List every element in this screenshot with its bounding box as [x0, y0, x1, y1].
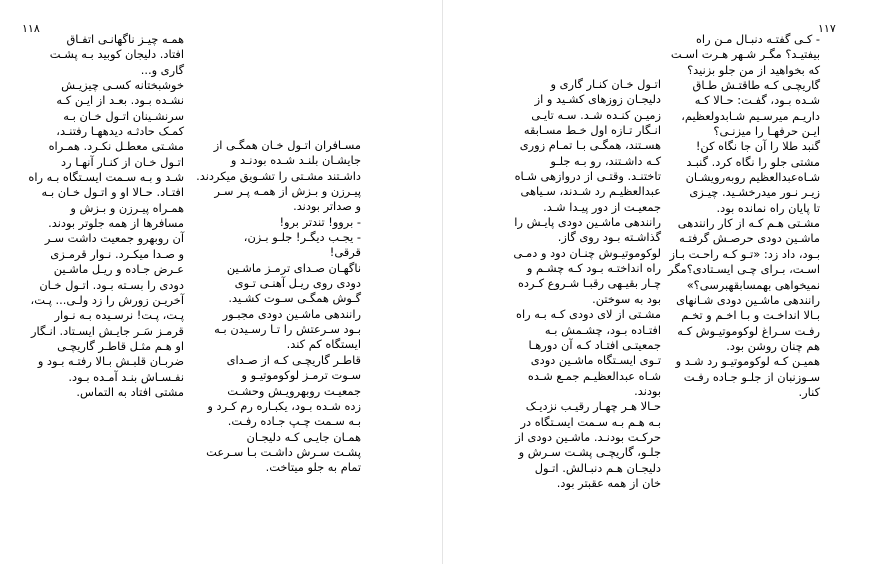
text-line: مشـتی هـم کـه از کار رانندهی	[677, 216, 820, 231]
text-line: عبدالعظیـم رد شـدند، سـیاهی	[520, 184, 661, 199]
text-line: ضربـان قلبـش بـالا رفتـه بـود و	[37, 354, 184, 369]
text-line: داریـم میرسـیم شـابدولعظیم،	[681, 108, 820, 123]
text-line: هم چنان روشن بود.	[726, 338, 820, 353]
text-line: زمیـن کنـده شـد. سـه تایـی	[531, 107, 661, 122]
text-line: ایستگاه کم کند.	[286, 337, 361, 352]
page-gutter	[442, 0, 443, 564]
text-line: جایشـان بلنـد شـده بودنـد و	[230, 153, 361, 168]
text-line: قرقی!	[329, 245, 361, 260]
text-line: همـان جایـی کـه دلیجـان	[246, 429, 361, 444]
text-line: کمـک حادثـه دیدههـا رفتنـد،	[56, 124, 184, 139]
text-line: عـرض جـاده و ریـل ماشـین	[53, 262, 184, 277]
text-line: دلیجـان هـم دنبـالش. اتـول	[534, 460, 661, 475]
text-line: مسـافران اتـول خـان همگـی از	[213, 138, 361, 152]
text-line: ماشـین دودی حرصـش گرفتـه	[679, 231, 820, 246]
text-line: بـود سـرعتش را تـا رسـیدن بـه	[214, 322, 361, 337]
text-line: اسـت، بـرای چـی ایسـتادی؟مگر	[668, 262, 820, 277]
text-line: زیـر نـور میدرخشـید. چیـزی	[689, 185, 820, 200]
text-line: اتـول خـان کنـار گاری و	[550, 77, 661, 91]
text-line: ایـن حرفهـا را میزنـی؟	[713, 124, 820, 139]
text-line: بـود، داد زد: «تـو کـه راحـت بـاز	[669, 246, 820, 261]
text-line: بـالا انداخـت و بـا اخـم و تخـم	[681, 308, 820, 323]
text-line: رانندهی ماشـین دودی پایـش را	[514, 215, 661, 230]
text-line: گاریچـی کـه طاقتـش طـاق	[692, 78, 820, 93]
text-line: لوکوموتیـوش چنـان دود و دمـی	[513, 245, 661, 260]
text-line: دودی را بسـته بـود. اتـول خـان	[39, 277, 184, 292]
text-line: - بروو! تندتر برو!	[279, 214, 361, 229]
text-line: پشـت سـرش داشـت بـا سـرعت	[206, 444, 361, 459]
right-page-column-1	[513, 77, 661, 491]
text-line: مشـتی از لای دودی کـه بـه راه	[515, 307, 661, 322]
text-line: خوشبختانه کسـی چیزیـش	[61, 78, 184, 93]
text-line: شـاه‌عبدالعظیم روبه‌رویشـان	[685, 170, 820, 185]
text-line: بـه سـمت چـپ جـاده رفـت.	[227, 414, 361, 429]
text-line: نشـده بـود. بعـد از ایـن کـه	[56, 93, 184, 108]
text-line: شـده بـود، گفـت: حـالا کـه	[694, 93, 820, 108]
text-line: گـوش همگـی سـوت کشـید.	[228, 291, 361, 306]
text-line: گذاشـته بـود روی گاز.	[557, 230, 661, 245]
text-line: جمعیـت روبهرویـش وحشـت	[227, 383, 361, 398]
text-line: جمعیتـی افتـاد کـه آن دورهـا	[528, 337, 661, 352]
text-line: و صداتر بودند.	[293, 199, 361, 214]
text-line: - کـی گفتـه دنبـال مـن راه	[695, 32, 820, 46]
left-page-column-2	[196, 138, 361, 476]
text-line: او هـم مثـل قاطـر گاریچـی	[57, 338, 184, 353]
text-line: افتاد. دلیجان کوبید بـه پشـت	[49, 47, 184, 62]
text-line: پـت، پـت! نرسـیده بـه نـوار	[54, 308, 184, 323]
text-line: کنار.	[798, 384, 820, 399]
text-line: انـگار تـازه اول خـط مسـابقه	[523, 123, 661, 138]
text-line: راه انداختـه بـود کـه چشـم و	[526, 261, 661, 276]
text-line: مشتی جلو را نگاه کرد. گنبـد	[686, 154, 820, 169]
text-line: دلیجـان زوزهای کشـید و از	[534, 92, 661, 107]
text-line: گاری و...	[140, 62, 184, 77]
text-line: گنبد طلا را آن جا نگاه کن!	[695, 139, 820, 154]
text-line: ناگهـان صـدای ترمـز ماشـین	[226, 260, 361, 275]
text-line: شـد و بـه سـمت ایسـتگاه بـه راه	[28, 170, 184, 185]
text-line: افتـاده بـود، چشـمش بـه	[544, 322, 661, 337]
page-number-right: ۱۱۷	[818, 22, 836, 35]
text-line: زده شـده بـود، یکبـاره رم کـرد و	[207, 398, 361, 413]
text-line: جلـو، گاریچـی پشـت سـرش و	[518, 445, 661, 460]
text-line: مشـتی معطـل نکـرد. همـراه	[48, 139, 184, 154]
text-line: همـراه پیـرزن و بـزش و	[70, 200, 184, 215]
text-line: حرکـت بودنـد. ماشـین دودی از	[515, 429, 661, 444]
text-line: جمعیـت از دور پیـدا شـد.	[543, 199, 661, 214]
text-line: تا پایان راه نمانده بود.	[716, 200, 820, 215]
text-line: دودی روی ریـل آهنـی تـوی	[234, 276, 361, 291]
text-line: داشـتند مشـتی را تشـویق میکردند.	[196, 168, 361, 183]
text-line: سرنشـینان اتـول خـان بـه	[63, 108, 184, 123]
text-line: سـوزنبان از جلـو جـاده رفـت	[683, 369, 820, 384]
text-line: حـالا هـر چهـار رقیـب نزدیـک	[525, 399, 661, 414]
text-line: مسافرها از همه جلوتر بودند.	[48, 216, 184, 231]
text-line: که بخواهید از من جلو بزنید؟	[687, 62, 820, 77]
text-line: رانندهی ماشـین دودی مجبـور	[222, 306, 361, 321]
text-line: کـه داشـتند، رو بـه جلـو	[550, 153, 661, 168]
text-line: چـار بقیـهی رقبـا شـروع کـرده	[517, 276, 661, 291]
text-line: خان از همه عقبتر بود.	[556, 475, 661, 490]
text-line: تاختنـد. وقتـی از دروازهی شـاه	[514, 169, 661, 184]
text-line: بـه هـم بـه سـمت ایسـتگاه در	[520, 414, 661, 429]
text-line: - یجـب دیگـر! جلـو بـزن،	[243, 230, 361, 245]
text-line: اتـول خـان از کنـار آنهـا رد	[61, 154, 184, 169]
text-line: بودند.	[634, 383, 661, 398]
text-line: بود به سوختن.	[592, 291, 661, 306]
right-page-column-2	[668, 32, 820, 400]
text-line: افتـاد. حـالا او و اتـول خـان بـه	[41, 185, 184, 200]
text-line: بیفتیـد؟ مگـر شـهر هـرت اسـت	[670, 47, 820, 62]
text-line: آن روبهرو جمعیت داشت سـر	[44, 231, 184, 246]
text-line: سـوت ترمـز لوکوموتیـو و	[241, 368, 361, 383]
text-line: همیـن کـه لوکوموتیـو رد شـد و	[675, 354, 820, 369]
text-line: هسـتند، همگـی بـا تمـام زوری	[519, 138, 661, 153]
text-line: همـه چیـز ناگهانـی اتفـاق	[66, 32, 184, 46]
text-line: و صـدا میکـرد. نـوار قرمـزی	[50, 246, 184, 261]
text-line: قاطـر گاریچـی کـه از صـدای	[226, 352, 361, 367]
text-line: نفـسـاش بنـد آمـده بـود.	[68, 369, 184, 384]
text-line: نمیخواهی بهمسابقهبرسی؟»	[686, 277, 820, 292]
left-page-column-1	[28, 32, 184, 400]
text-line: رفـت سـراغ لوکوموتیـوش کـه	[677, 323, 820, 338]
text-line: آخریـن زورش را زد ولـی... پـت،	[30, 292, 184, 307]
text-line: تـوی ایسـتگاه ماشـین دودی	[530, 353, 661, 368]
text-line: پیـرزن و بـزش از همـه پـر سـر	[214, 184, 361, 199]
text-line: مشتی افتاد به التماس.	[76, 384, 184, 399]
text-line: قرمـز سَـر جایـش ایسـتاد. انـگار	[30, 323, 184, 338]
text-line: شـاه عبدالعظیـم جمـع شـده	[527, 368, 661, 383]
text-line: رانندهی ماشـین دودی شـانهای	[676, 292, 820, 307]
page-number-left: ۱۱۸	[22, 22, 40, 35]
text-line: تمام به جلو میتاخت.	[265, 460, 361, 475]
